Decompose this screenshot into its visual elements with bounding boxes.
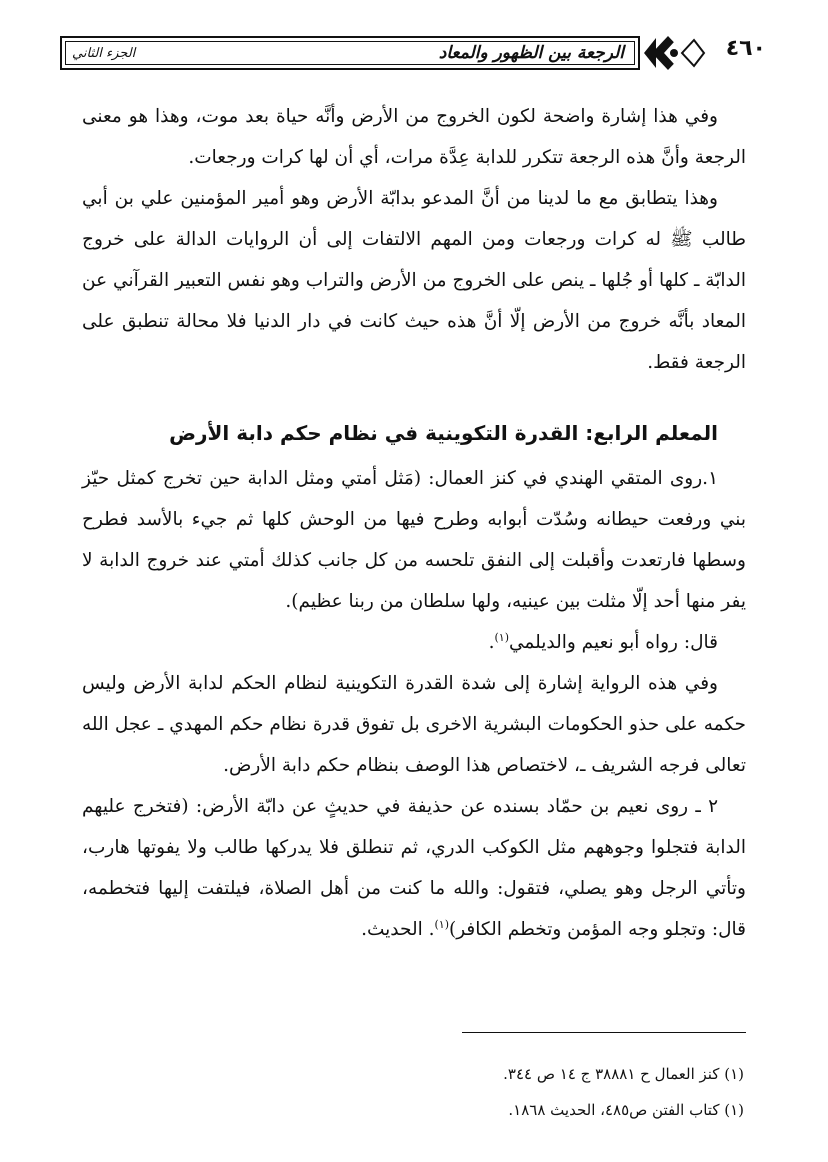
paragraph: وفي هذه الرواية إشارة إلى شدة القدرة التكوينية لنظام الحكم لدابة الأرض وليس حكمه على حذو الحكومات البشرية الاخرى بل تفوق قدرة نظام حكم المهدي ـ عجل الله تعالى فرجه الشريف ـ، لاختصاص هذا الوصف بنظام حكم دابة الأرض. bbox=[82, 673, 746, 776]
header-ornament-icon bbox=[642, 34, 706, 72]
paragraph: قال: رواه أبو نعيم والديلمي$^{(١)}$. bbox=[488, 630, 718, 653]
book-title: الرجعة بين الظهور والمعاد bbox=[438, 43, 624, 63]
footnote-marker[interactable]: (١) bbox=[434, 917, 449, 931]
footnote-divider bbox=[462, 1032, 746, 1033]
volume-label: الجزء الثاني bbox=[72, 46, 136, 61]
paragraph: وهذا يتطابق مع ما لدينا من أنَّ المدعو بدابّة الأرض وهو أمير المؤمنين علي بن أبي طالب ﷺ له كرات ورجعات ومن المهم الالتفات إلى أن الروايات الدالة على خروج الدابّة ـ كلها أو جُلها ـ ينص على الخروج من الأرض والتراب وهو نفس التعبير القرآني عن المعاد بأنَّه خروج من الأرض إلّا أنَّ هذه حيث كانت في دار الدنيا فلا محالة تنطبق على الرجعة فقط. bbox=[82, 188, 746, 373]
section-heading: المعلم الرابع: القدرة التكوينية في نظام حكم دابة الأرض bbox=[169, 421, 718, 445]
paragraph: وفي هذا إشارة واضحة لكون الخروج من الأرض وأنَّه حياة بعد موت، وهذا هو معنى الرجعة وأنَّ هذه الرجعة تتكرر للدابة عِدَّة مرات، أي أن لها كرات ورجعات. bbox=[82, 106, 746, 168]
page-number: ٤٦٠ bbox=[725, 36, 766, 61]
footnote-marker[interactable]: (١) bbox=[494, 630, 509, 644]
header-frame bbox=[60, 36, 640, 70]
footnotes bbox=[82, 1056, 746, 1128]
paragraph: ٢ ـ روى نعيم بن حمّاد بسنده عن حذيفة في حديثٍ عن دابّة الأرض: (فتخرج عليهم الدابة فتجلوا وجوههم مثل الكوكب الدري، ثم تنطلق فلا يدركها طالب ولا يفوتها هارب، وتأتي الرجل وهو يصلي، فتقول: والله ما كنت من أهل الصلاة، فيلتفت إليها فتخطمه، قال: وتجلو وجه المؤمن وتخطم الكافر)$^{(١)}$. الحديث. bbox=[82, 796, 746, 940]
paragraph: ١.روى المتقي الهندي في كنز العمال: (مَثل أمتي ومثل الدابة حين تخرج كمثل حيّز بني ورفعت حيطانه وسُدّت أبوابه وطرح فيها من الوحش كلها ثم جيء بالأسد فطرح وسطها فارتعدت وأقبلت إلى النفق تلحسه من كل جانب كذلك أمتي عند خروج الدابة لا يفر منها أحد إلّا مثلت بين عينيه، ولها سلطان من ربنا عظيم). bbox=[82, 468, 746, 612]
citation-text: قال: رواه أبو نعيم والديلمي bbox=[508, 632, 718, 653]
footnote: (١) كنز العمال ح ٣٨٨٨١ ج ١٤ ص ٣٤٤. bbox=[503, 1065, 744, 1083]
page-header bbox=[60, 30, 766, 76]
footnote: (١) كتاب الفتن ص٤٨٥، الحديث ١٨٦٨. bbox=[508, 1101, 744, 1119]
main-text bbox=[82, 96, 746, 950]
paragraph-text: ٢ ـ روى نعيم بن حمّاد بسنده عن حذيفة في حديثٍ عن دابّة الأرض: (فتخرج عليهم الدابة فتجلوا وجوههم مثل الكوكب الدري، ثم تنطلق فلا يدركها طالب ولا يفوتها هارب، وتأتي الرجل وهو يصلي، فتقول: والله ما كنت من أهل الصلاة، فيلتفت إليها فتخطمه، قال: وتجلو وجه المؤمن وتخطم الكافر) bbox=[82, 796, 746, 940]
